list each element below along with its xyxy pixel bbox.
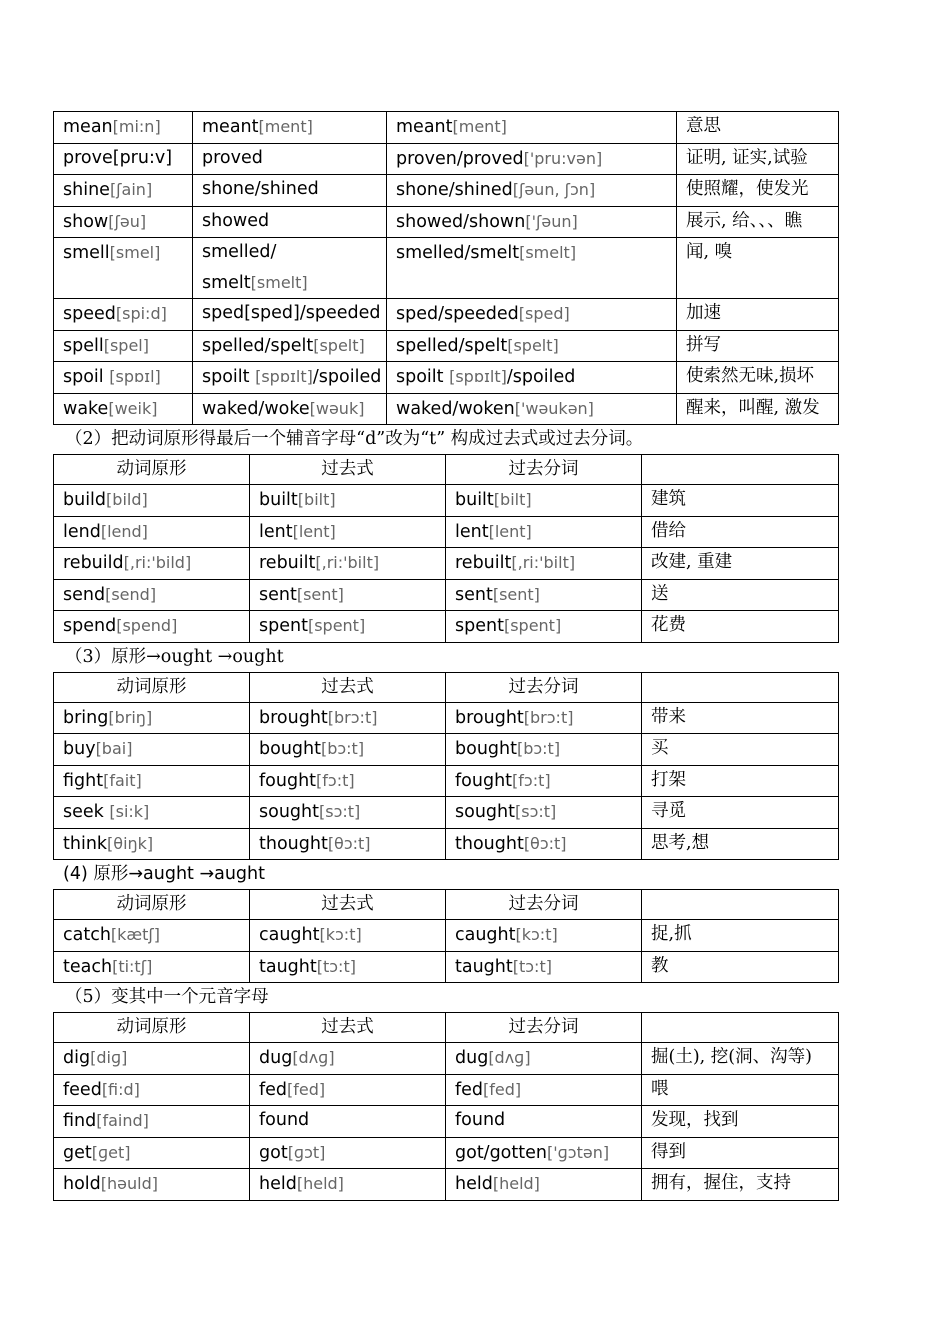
past-participle-cell: fed[fed] [446, 1074, 642, 1106]
section-heading-2: （2）把动词原形得最后一个辅音字母“d”改为“t” 构成过去式或过去分词。 [65, 429, 644, 449]
column-header: 动词原形 [54, 672, 250, 702]
document-page [53, 111, 838, 1201]
table-row [54, 828, 839, 860]
verb-table-2 [53, 454, 839, 643]
table-row [54, 1106, 839, 1138]
past-participle-cell: taught[tɔ:t] [446, 951, 642, 983]
past-participle-cell: spoilt [spɒɪlt]/spoiled [387, 362, 677, 394]
table-row [54, 797, 839, 829]
meaning-cell: 建筑 [642, 485, 839, 517]
header-row [54, 890, 839, 920]
table-row [54, 112, 839, 144]
meaning-cell: 买 [642, 734, 839, 766]
meaning-cell: 证明, 证实,试验 [677, 143, 839, 175]
base-form-cell: spell[spel] [54, 330, 193, 362]
base-form-cell: spend[spend] [54, 611, 250, 643]
meaning-cell: 送 [642, 579, 839, 611]
base-form-cell: lend[lend] [54, 516, 250, 548]
past-tense-cell: rebuilt[,ri:'bilt] [250, 548, 446, 580]
meaning-cell: 使索然无味,损坏 [677, 362, 839, 394]
past-tense-cell: taught[tɔ:t] [250, 951, 446, 983]
meaning-cell: 展示, 给、、、瞧 [677, 206, 839, 238]
table-row [54, 1137, 839, 1169]
verb-table-3 [53, 672, 839, 861]
past-participle-cell: smelled/smelt[smelt] [387, 238, 677, 299]
base-form-cell: dig[diɡ] [54, 1043, 250, 1075]
column-header: 动词原形 [54, 1013, 250, 1043]
table-row [54, 362, 839, 394]
table-row [54, 579, 839, 611]
table-row [54, 548, 839, 580]
table-row [54, 206, 839, 238]
section-heading-3: （3）原形→ought →ought [65, 646, 284, 667]
table-row [54, 143, 839, 175]
base-form-cell: buy[bai] [54, 734, 250, 766]
past-tense-cell: showed [193, 206, 387, 238]
header-row [54, 672, 839, 702]
table-row [54, 920, 839, 952]
past-tense-cell: fed[fed] [250, 1074, 446, 1106]
meaning-cell: 花费 [642, 611, 839, 643]
past-tense-cell: spent[spent] [250, 611, 446, 643]
past-participle-cell: fought[fɔ:t] [446, 765, 642, 797]
past-participle-cell: waked/woken['wəukən] [387, 393, 677, 425]
base-form-cell: teach[ti:tʃ] [54, 951, 250, 983]
meaning-cell: 寻觅 [642, 797, 839, 829]
table-row [54, 299, 839, 331]
meaning-cell: 喂 [642, 1074, 839, 1106]
past-participle-cell: sought[sɔ:t] [446, 797, 642, 829]
column-header [642, 672, 839, 702]
table-row [54, 330, 839, 362]
column-header [642, 890, 839, 920]
past-tense-cell: lent[lent] [250, 516, 446, 548]
meaning-cell: 意思 [677, 112, 839, 144]
table-row [54, 393, 839, 425]
past-tense-cell: smelled/ smelt[smelt] [193, 238, 387, 299]
past-tense-cell: caught[kɔ:t] [250, 920, 446, 952]
base-form-cell: think[θiŋk] [54, 828, 250, 860]
header-row [54, 1013, 839, 1043]
base-form-cell: mean[mi:n] [54, 112, 193, 144]
column-header: 动词原形 [54, 890, 250, 920]
column-header: 动词原形 [54, 455, 250, 485]
past-tense-cell: dug[dʌɡ] [250, 1043, 446, 1075]
table-row [54, 516, 839, 548]
base-form-cell: smell[smel] [54, 238, 193, 299]
past-tense-cell: thought[θɔ:t] [250, 828, 446, 860]
past-participle-cell: brought[brɔ:t] [446, 702, 642, 734]
past-tense-cell: built[bilt] [250, 485, 446, 517]
column-header: 过去分词 [446, 672, 642, 702]
past-participle-cell: spelled/spelt[spelt] [387, 330, 677, 362]
column-header [642, 1013, 839, 1043]
base-form-cell: find[faind] [54, 1106, 250, 1138]
past-participle-cell: lent[lent] [446, 516, 642, 548]
past-participle-cell: dug[dʌɡ] [446, 1043, 642, 1075]
meaning-cell: 思考,想 [642, 828, 839, 860]
meaning-cell: 加速 [677, 299, 839, 331]
table-row [54, 238, 839, 299]
meaning-cell: 捉,抓 [642, 920, 839, 952]
past-tense-cell: held[held] [250, 1169, 446, 1201]
column-header: 过去分词 [446, 455, 642, 485]
verb-table-1 [53, 111, 839, 425]
base-form-cell: seek [si:k] [54, 797, 250, 829]
base-form-cell: send[send] [54, 579, 250, 611]
past-tense-cell: waked/woke[wəuk] [193, 393, 387, 425]
meaning-cell: 醒来，叫醒, 激发 [677, 393, 839, 425]
past-participle-cell: bought[bɔ:t] [446, 734, 642, 766]
verb-table-4 [53, 889, 839, 983]
base-form-cell: bring[briŋ] [54, 702, 250, 734]
table-row [54, 485, 839, 517]
meaning-cell: 闻, 嗅 [677, 238, 839, 299]
past-participle-cell: proven/proved['pru:vən] [387, 143, 677, 175]
past-participle-cell: meant[ment] [387, 112, 677, 144]
column-header: 过去式 [250, 890, 446, 920]
table-row [54, 1074, 839, 1106]
past-tense-cell: sought[sɔ:t] [250, 797, 446, 829]
past-participle-cell: caught[kɔ:t] [446, 920, 642, 952]
table-row [54, 702, 839, 734]
base-form-cell: feed[fi:d] [54, 1074, 250, 1106]
past-tense-cell: fought[fɔ:t] [250, 765, 446, 797]
section-heading-4: (4) 原形→aught →aught [63, 864, 265, 884]
meaning-cell: 掘(土), 挖(洞、沟等) [642, 1043, 839, 1075]
section-heading-5: （5）变其中一个元音字母 [65, 987, 269, 1007]
past-participle-cell: held[held] [446, 1169, 642, 1201]
table-row [54, 1169, 839, 1201]
base-form-cell: get[ɡet] [54, 1137, 250, 1169]
base-form-cell: spoil [spɒɪl] [54, 362, 193, 394]
meaning-cell: 教 [642, 951, 839, 983]
past-participle-cell: showed/shown['ʃəun] [387, 206, 677, 238]
meaning-cell: 改建, 重建 [642, 548, 839, 580]
past-participle-cell: built[bilt] [446, 485, 642, 517]
meaning-cell: 发现，找到 [642, 1106, 839, 1138]
meaning-cell: 借给 [642, 516, 839, 548]
past-participle-cell: got/gotten['ɡɔtən] [446, 1137, 642, 1169]
meaning-cell: 使照耀，使发光 [677, 175, 839, 207]
past-tense-cell: bought[bɔ:t] [250, 734, 446, 766]
past-tense-cell: shone/shined [193, 175, 387, 207]
past-tense-cell: found [250, 1106, 446, 1138]
meaning-cell: 拼写 [677, 330, 839, 362]
past-participle-cell: found [446, 1106, 642, 1138]
meaning-cell: 带来 [642, 702, 839, 734]
column-header: 过去分词 [446, 890, 642, 920]
meaning-cell: 打架 [642, 765, 839, 797]
table-row [54, 175, 839, 207]
table-row [54, 951, 839, 983]
past-tense-cell: spelled/spelt[spelt] [193, 330, 387, 362]
column-header: 过去式 [250, 455, 446, 485]
past-tense-cell: proved [193, 143, 387, 175]
table-row [54, 765, 839, 797]
base-form-cell: speed[spi:d] [54, 299, 193, 331]
base-form-cell: catch[kætʃ] [54, 920, 250, 952]
table-row [54, 611, 839, 643]
past-participle-cell: sent[sent] [446, 579, 642, 611]
past-participle-cell: sped/speeded[sped] [387, 299, 677, 331]
table-row [54, 1043, 839, 1075]
past-tense-cell: spoilt [spɒɪlt]/spoiled [193, 362, 387, 394]
header-row [54, 455, 839, 485]
base-form-cell: hold[həuld] [54, 1169, 250, 1201]
verb-table-5 [53, 1012, 839, 1201]
meaning-cell: 得到 [642, 1137, 839, 1169]
past-tense-cell: sped[sped]/speeded [193, 299, 387, 331]
column-header [642, 455, 839, 485]
base-form-cell: prove[pru:v] [54, 143, 193, 175]
column-header: 过去式 [250, 672, 446, 702]
base-form-cell: show[ʃəu] [54, 206, 193, 238]
past-tense-cell: brought[brɔ:t] [250, 702, 446, 734]
column-header: 过去式 [250, 1013, 446, 1043]
meaning-cell: 拥有，握住，支持 [642, 1169, 839, 1201]
column-header: 过去分词 [446, 1013, 642, 1043]
past-tense-cell: meant[ment] [193, 112, 387, 144]
past-tense-cell: got[ɡɔt] [250, 1137, 446, 1169]
past-participle-cell: rebuilt[,ri:'bilt] [446, 548, 642, 580]
base-form-cell: rebuild[,ri:'bild] [54, 548, 250, 580]
table-row [54, 734, 839, 766]
past-participle-cell: thought[θɔ:t] [446, 828, 642, 860]
past-tense-cell: sent[sent] [250, 579, 446, 611]
base-form-cell: shine[ʃain] [54, 175, 193, 207]
base-form-cell: wake[weik] [54, 393, 193, 425]
past-participle-cell: spent[spent] [446, 611, 642, 643]
base-form-cell: build[bild] [54, 485, 250, 517]
past-participle-cell: shone/shined[ʃəun, ʃɔn] [387, 175, 677, 207]
base-form-cell: fight[fait] [54, 765, 250, 797]
